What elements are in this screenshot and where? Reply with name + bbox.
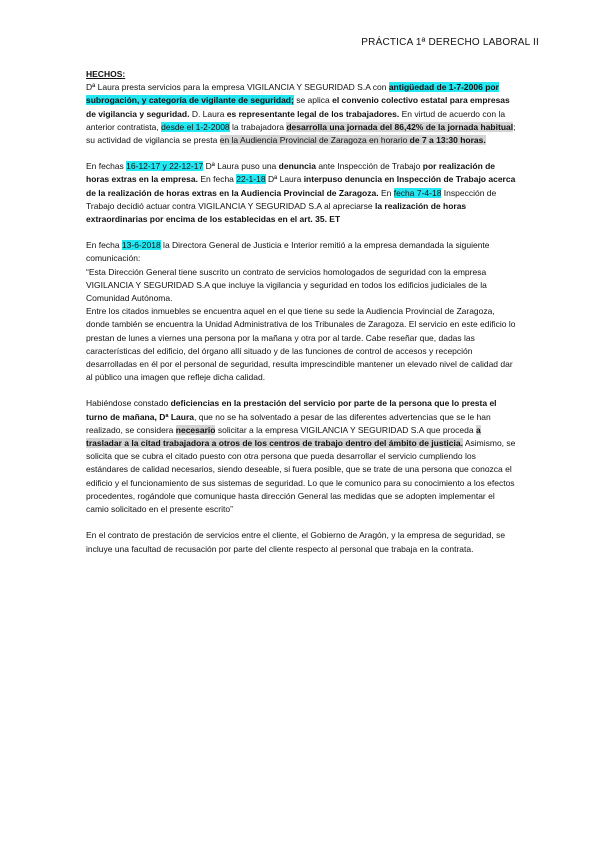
text-run: la Directora General de Justicia e Interior remitió a la empresa demandada la siguiente comunicación: — [86, 240, 490, 264]
bold-deficiencies: deficiencias en la prestación del servicio por parte de la persona que lo presta el turno de mañana, Dª Laura — [86, 398, 497, 422]
page-header: PRÁCTICA 1ª DERECHO LABORAL II — [361, 37, 539, 48]
highlight-seniority: antigüedad de 1-7- — [388, 82, 464, 93]
section-heading: HECHOS: — [86, 69, 126, 79]
text-run: solicitar a la empresa VIGILANCIA Y SEGURIDAD S.A que proceda — [215, 424, 476, 435]
text-run: ; su actividad de vigilancia se presta — [86, 121, 516, 146]
highlight-date: 22-1-18 — [236, 174, 266, 185]
text-run: Asimismo, se solicita que se cubra el citado puesto con otra persona que pueda desarrollar el servicio cumpliendo los estándares de calidad necesarios, siendo deseable, si fuera posible, que se trate de una persona que conozca el edificio y el funcionamiento de sus sistemas de seguridad. Lo que le comunico para su conocimiento a los efectos procedentes, rogándole que comunique hasta dirección General las medidas que se adopten implementar el camio solicitado en el presente escrito” — [86, 438, 516, 515]
highlight-location: en la Audiencia Provincial de Zaragoza en horario — [219, 135, 410, 146]
text-run: Dª Laura — [265, 174, 304, 185]
paragraph-facts-1 — [86, 81, 516, 147]
text-run: Dª Laura puso una — [203, 161, 279, 172]
text-run: , que no se ha solventado a pesar de las diferentes advertencias que se le han realizado, se considera — [86, 411, 491, 435]
text-run: se aplica — [293, 95, 333, 106]
document-body — [86, 68, 516, 569]
text-run: En fecha — [197, 174, 237, 185]
text-run: Dª Laura presta servicios para la empresa VIGILANCIA Y SEGURIDAD S.A con — [86, 82, 389, 93]
bold-representative: es representante legal de los trabajadores. — [226, 108, 400, 119]
text-run: ante Inspección de Trabajo — [315, 161, 423, 172]
text-run: En fechas — [86, 161, 127, 172]
highlight-seniority-cont: 2006 por subrogación, y categoría de vigilante de seguridad; — [86, 82, 499, 106]
paragraph-facts-5: En el contrato de prestación de servicios entre el cliente, el Gobierno de Aragón, y la empresa de seguridad, se incluye una facultad de recusación por parte del cliente respecto al personal que trabaja en la contrata. — [86, 530, 506, 554]
text-run: En fecha — [86, 240, 122, 251]
highlight-date: 13-6-2018 — [121, 240, 161, 251]
highlight-necessary: necesario — [175, 424, 216, 435]
text-run: Habiéndose constado — [86, 398, 171, 409]
bold-overtime-limit: la realización de horas extraordinarias por encima de los establecidas en el art. 35. ET — [86, 200, 467, 225]
paragraph-facts-4 — [86, 397, 516, 516]
text-run: En virtud de acuerdo con la anterior contratista, — [86, 108, 506, 132]
highlight-dates: 16-12-17 y 22-12-17 — [126, 161, 204, 172]
bold-complaint-filed: interpuso denuncia en Inspección de Trabajo acerca de la realización de horas extras en la Audiencia Provincial de Zaragoza. — [86, 174, 516, 198]
quoted-letter-part-2: Entre los citados inmuebles se encuentra aquel en el que tiene su sede la Audiencia Provincial de Zaragoza, donde también se encuentra la Unidad Administrativa de los Tribunales de Zaragoza. El servicio en este edificio lo prestan de lunes a viernes una persona por la mañana y otra por al tarde. Cabe reseñar que, dadas las características del edificio, del órgano allí situado y de las funciones de control de accesos y recepción desarrolladas en él por el personal de seguridad, resulta imprescindible mantener un elevado nivel de calidad dar al público una imagen que refleje dicha calidad. — [86, 306, 516, 383]
paragraph-facts-2 — [86, 160, 516, 226]
bold-complaint: denuncia — [278, 161, 316, 172]
text-run: En — [378, 187, 394, 198]
paragraph-facts-3 — [86, 239, 516, 384]
text-run: la trabajadora — [229, 121, 287, 132]
highlight-date: desde el 1-2-2008 — [161, 121, 230, 132]
highlight-schedule: de 7 a 13:30 horas. — [409, 135, 486, 146]
highlight-date: fecha 7-4-18 — [393, 187, 442, 198]
bold-overtime: por realización de horas extras en la empresa. — [86, 161, 496, 185]
text-run: D. Laura — [189, 108, 227, 119]
highlight-transfer: a trasladar a la citad trabajadora a otros de los centros de trabajo dentro del ámbito de justicia. — [86, 424, 481, 449]
bold-agreement: el convenio colectivo estatal para empresas de vigilancia y seguridad. — [86, 95, 510, 119]
text-run: Inspección de Trabajo decidió actuar contra VIGILANCIA Y SEGURIDAD S.A al apreciarse — [86, 187, 497, 211]
highlight-working-hours: desarrolla una jornada del 86,42% de la jornada habitual — [286, 121, 514, 132]
quoted-letter-part-1: “Esta Dirección General tiene suscrito un contrato de servicios homologados de seguridad con la empresa VIGILANCIA Y SEGURIDAD S.A que incluye la vigilancia y seguridad en todos los edificios judiciales de la Comunidad Autónoma. — [86, 266, 487, 304]
